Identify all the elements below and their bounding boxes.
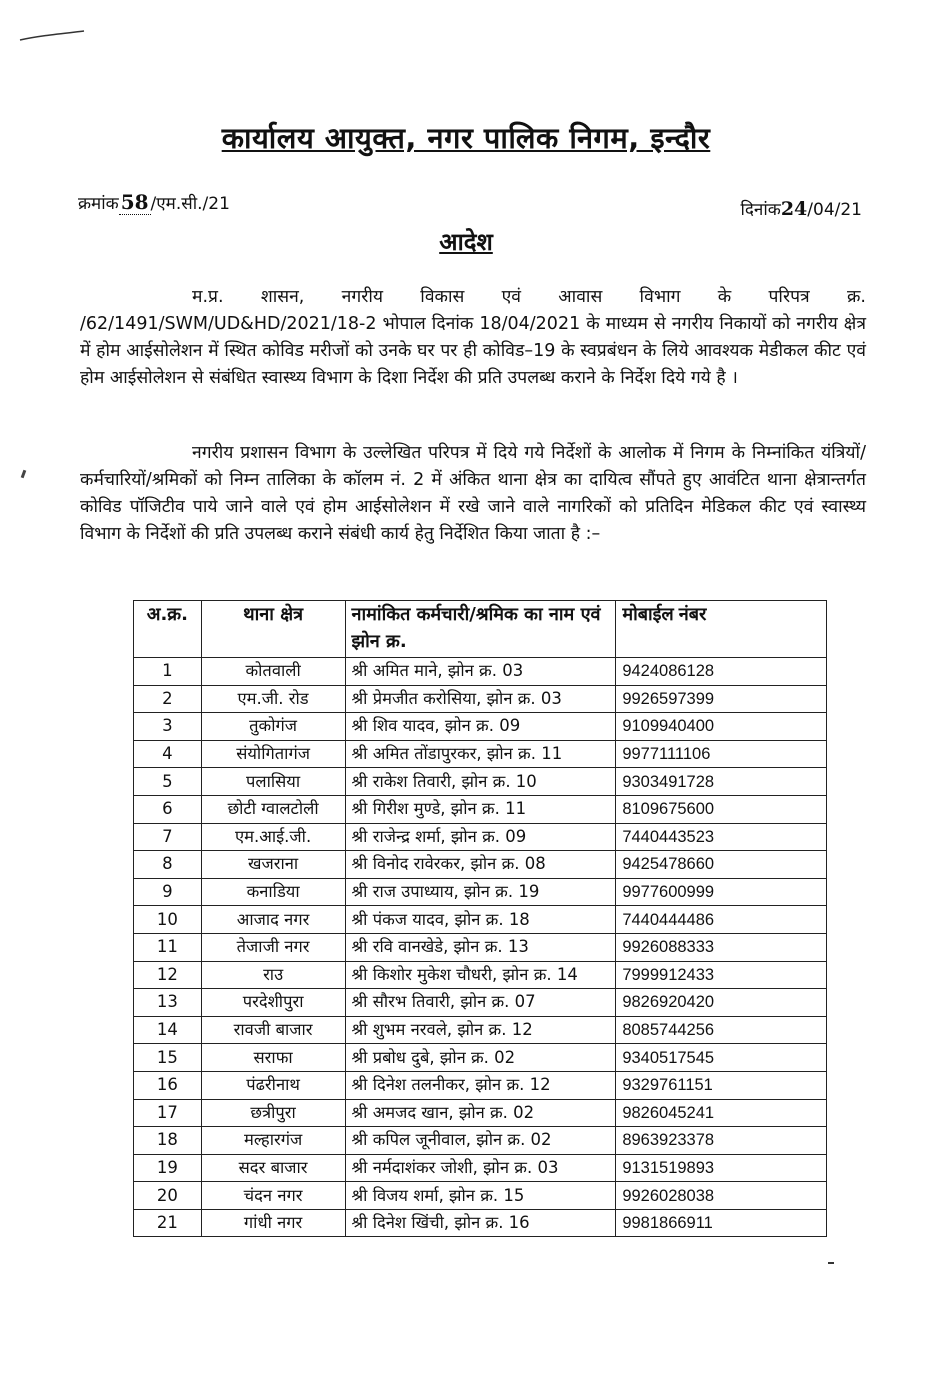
cell-police-area: एम.आई.जी.	[201, 823, 345, 851]
cell-employee: श्री राजेन्द्र शर्मा, झोन क्र. 09	[345, 823, 616, 851]
table-header-row	[134, 601, 827, 658]
paragraph-2: नगरीय प्रशासन विभाग के उल्लेखित परिपत्र में दिये गये निर्देशों के आलोक में निगम के निम्नांकित यंत्रियों/कर्मचारियों/श्रमिकों को निम्न तालिका के कॉलम नं. 2 में अंकित थाना क्षेत्र का दायित्व सौंपते हुए आवंटित थाना क्षेत्रान्तर्गत कोविड पॉजिटीव पाये जाने वाले एवं होम आईसोलेशन में रखे जाने वाले नागरिकों को प्रतिदिन मेडिकल कीट एवं स्वास्थ्य विभाग के निर्देशों की प्रति उपलब्ध कराने संबंधी कार्य हेतु निर्देशित किया जाता है :–	[80, 443, 866, 544]
ref-prefix: क्रमांक	[78, 194, 119, 214]
cell-employee: श्री शिव यादव, झोन क्र. 09	[345, 713, 616, 741]
cell-serial: 15	[134, 1044, 202, 1072]
cell-police-area: एम.जी. रोड	[201, 685, 345, 713]
cell-police-area: कोतवाली	[201, 658, 345, 686]
cell-police-area: तुकोगंज	[201, 713, 345, 741]
header-mobile: मोबाईल नंबर	[616, 601, 827, 658]
cell-police-area: सदर बाजार	[201, 1154, 345, 1182]
cell-employee: श्री अमजद खान, झोन क्र. 02	[345, 1099, 616, 1127]
cell-serial: 8	[134, 851, 202, 879]
cell-police-area: पंढरीनाथ	[201, 1071, 345, 1099]
date-prefix: दिनांक	[740, 200, 781, 220]
table-row	[134, 1044, 827, 1072]
cell-employee: श्री राकेश तिवारी, झोन क्र. 10	[345, 768, 616, 796]
cell-serial: 21	[134, 1209, 202, 1237]
table-row	[134, 1154, 827, 1182]
cell-mobile: 9131519893	[616, 1154, 827, 1182]
table-row	[134, 961, 827, 989]
cell-mobile: 9977111106	[616, 740, 827, 768]
cell-serial: 9	[134, 878, 202, 906]
cell-employee: श्री प्रबोध दुबे, झोन क्र. 02	[345, 1044, 616, 1072]
cell-serial: 12	[134, 961, 202, 989]
cell-mobile: 9926028038	[616, 1182, 827, 1210]
table-row	[134, 1127, 827, 1155]
table-row	[134, 768, 827, 796]
cell-mobile: 7440444486	[616, 906, 827, 934]
cell-employee: श्री गिरीश मुण्डे, झोन क्र. 11	[345, 795, 616, 823]
cell-employee: श्री प्रेमजीत करोसिया, झोन क्र. 03	[345, 685, 616, 713]
stray-mark	[828, 1262, 834, 1264]
cell-serial: 13	[134, 989, 202, 1017]
table-row	[134, 658, 827, 686]
cell-employee: श्री किशोर मुकेश चौधरी, झोन क्र. 14	[345, 961, 616, 989]
cell-serial: 5	[134, 768, 202, 796]
cell-mobile: 9109940400	[616, 713, 827, 741]
cell-police-area: कनाडिया	[201, 878, 345, 906]
table-row	[134, 1182, 827, 1210]
cell-police-area: राउ	[201, 961, 345, 989]
table-row	[134, 823, 827, 851]
cell-mobile: 9340517545	[616, 1044, 827, 1072]
cell-mobile: 9826920420	[616, 989, 827, 1017]
table-row	[134, 1209, 827, 1237]
cell-mobile: 8963923378	[616, 1127, 827, 1155]
cell-police-area: आजाद नगर	[201, 906, 345, 934]
cell-mobile: 9425478660	[616, 851, 827, 879]
cell-serial: 20	[134, 1182, 202, 1210]
paragraph-1: म.प्र. शासन, नगरीय विकास एवं आवास विभाग के परिपत्र क्र. /62/1491/SWM/UD&HD/2021/18-2 भोपाल दिनांक 18/04/2021 के माध्यम से नगरीय निकायों को नगरीय क्षेत्र में होम आईसोलेशन में स्थित कोविड मरीजों को उनके घर पर ही कोविड–19 के स्वप्रबंधन के लिये आवश्यक मेडीकल कीट एवं होम आईसोलेशन से संबंधित स्वास्थ्य विभाग के दिशा निर्देश की प्रति उपलब्ध कराने के निर्देश दिये गये है ।	[80, 287, 866, 388]
cell-employee: श्री विजय शर्मा, झोन क्र. 15	[345, 1182, 616, 1210]
cell-mobile: 7440443523	[616, 823, 827, 851]
table-row	[134, 878, 827, 906]
cell-serial: 10	[134, 906, 202, 934]
cell-serial: 7	[134, 823, 202, 851]
cell-serial: 2	[134, 685, 202, 713]
cell-police-area: छोटी ग्वालटोली	[201, 795, 345, 823]
table-row	[134, 713, 827, 741]
cell-employee: श्री विनोद रावेरकर, झोन क्र. 08	[345, 851, 616, 879]
cell-employee: श्री राज उपाध्याय, झोन क्र. 19	[345, 878, 616, 906]
cell-serial: 14	[134, 1016, 202, 1044]
cell-serial: 11	[134, 933, 202, 961]
cell-mobile: 7999912433	[616, 961, 827, 989]
cell-serial: 3	[134, 713, 202, 741]
table-row	[134, 906, 827, 934]
order-date	[741, 197, 863, 220]
cell-mobile: 9826045241	[616, 1099, 827, 1127]
stray-mark	[21, 470, 27, 479]
office-title: कार्यालय आयुक्त, नगर पालिक निगम, इन्दौर	[221, 121, 711, 155]
table-row	[134, 740, 827, 768]
cell-police-area: गांधी नगर	[201, 1209, 345, 1237]
cell-police-area: परदेशीपुरा	[201, 989, 345, 1017]
table-row	[134, 933, 827, 961]
cell-employee: श्री सौरभ तिवारी, झोन क्र. 07	[345, 989, 616, 1017]
cell-serial: 18	[134, 1127, 202, 1155]
cell-police-area: सराफा	[201, 1044, 345, 1072]
cell-serial: 17	[134, 1099, 202, 1127]
cell-employee: श्री अमित तोंडापुरकर, झोन क्र. 11	[345, 740, 616, 768]
table-row	[134, 1016, 827, 1044]
table-row	[134, 1099, 827, 1127]
cell-mobile: 8109675600	[616, 795, 827, 823]
date-day-handwritten: 24	[780, 198, 808, 220]
reference-number	[78, 190, 230, 214]
table-row	[134, 851, 827, 879]
cell-employee: श्री दिनेश तलनीकर, झोन क्र. 12	[345, 1071, 616, 1099]
cell-employee: श्री नर्मदाशंकर जोशी, झोन क्र. 03	[345, 1154, 616, 1182]
cell-police-area: संयोगितागंज	[201, 740, 345, 768]
cell-employee: श्री दिनेश खिंची, झोन क्र. 16	[345, 1209, 616, 1237]
cell-police-area: खजराना	[201, 851, 345, 879]
cell-mobile: 9926088333	[616, 933, 827, 961]
cell-employee: श्री शुभम नरवले, झोन क्र. 12	[345, 1016, 616, 1044]
cell-mobile: 8085744256	[616, 1016, 827, 1044]
cell-employee: श्री कपिल जूनीवाल, झोन क्र. 02	[345, 1127, 616, 1155]
cell-mobile: 9303491728	[616, 768, 827, 796]
cell-police-area: पलासिया	[201, 768, 345, 796]
table-row	[134, 1071, 827, 1099]
ref-suffix: /एम.सी./21	[150, 194, 230, 214]
cell-employee: श्री पंकज यादव, झोन क्र. 18	[345, 906, 616, 934]
date-suffix: /04/21	[807, 200, 862, 220]
cell-serial: 19	[134, 1154, 202, 1182]
cell-mobile: 9424086128	[616, 658, 827, 686]
cell-police-area: चंदन नगर	[201, 1182, 345, 1210]
header-employee: नामांकित कर्मचारी/श्रमिक का नाम एवं झोन क्र.	[345, 601, 616, 658]
cell-employee: श्री रवि वानखेडे, झोन क्र. 13	[345, 933, 616, 961]
cell-serial: 4	[134, 740, 202, 768]
assignment-table	[133, 600, 827, 1237]
header-police-area: थाना क्षेत्र	[201, 601, 345, 658]
ref-number-handwritten: 58	[120, 190, 149, 214]
cell-serial: 6	[134, 795, 202, 823]
table-row	[134, 989, 827, 1017]
pen-mark	[18, 28, 86, 42]
cell-mobile: 9329761151	[616, 1071, 827, 1099]
cell-police-area: छत्रीपुरा	[201, 1099, 345, 1127]
cell-employee: श्री अमित माने, झोन क्र. 03	[345, 658, 616, 686]
cell-mobile: 9981866911	[616, 1209, 827, 1237]
cell-serial: 1	[134, 658, 202, 686]
cell-mobile: 9926597399	[616, 685, 827, 713]
table-body	[134, 658, 827, 1237]
cell-serial: 16	[134, 1071, 202, 1099]
table-row	[134, 685, 827, 713]
cell-police-area: रावजी बाजार	[201, 1016, 345, 1044]
cell-police-area: मल्हारगंज	[201, 1127, 345, 1155]
order-heading: आदेश	[439, 228, 493, 256]
cell-police-area: तेजाजी नगर	[201, 933, 345, 961]
table-row	[134, 795, 827, 823]
header-serial: अ.क्र.	[134, 601, 202, 658]
cell-mobile: 9977600999	[616, 878, 827, 906]
